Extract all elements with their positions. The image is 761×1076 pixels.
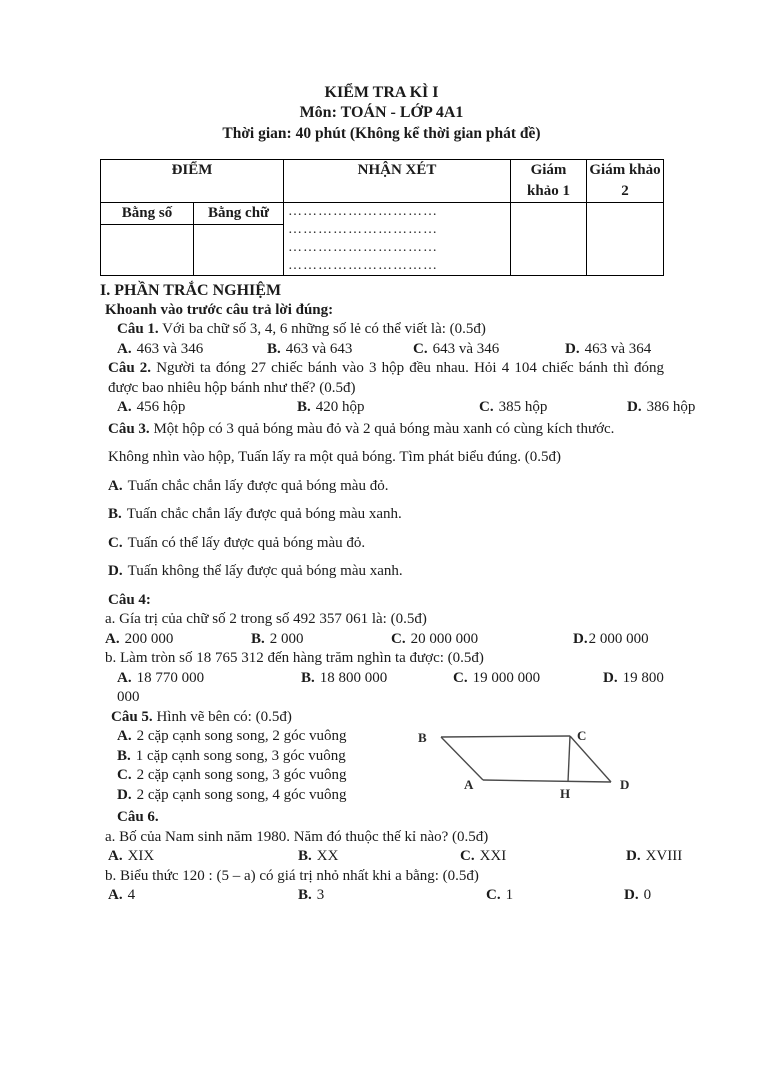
question-4b-options — [117, 669, 663, 689]
q6b-option-d: D. 0 — [624, 887, 652, 903]
question-4a-options — [105, 630, 663, 650]
question-6a-text: a. Bố của Nam sinh năm 1980. Năm đó thuộc thế kỉ nào? (0.5đ) — [105, 828, 489, 845]
exam-header — [100, 83, 663, 144]
q6a-option-b: B. XX — [298, 848, 339, 864]
dotted-line: ………………………… — [288, 240, 438, 255]
question-2-label: Câu 2. — [108, 360, 152, 376]
dotted-line: ………………………… — [288, 222, 438, 237]
q2-option-c: C. 385 hộp — [479, 399, 548, 415]
figure-label-h: H — [560, 785, 571, 801]
q1-option-a: A. 463 và 346 — [117, 340, 204, 357]
question-6b-text: b. Biểu thức 120 : (5 – a) có giá trị nhỏ nhất khi a bằng: (0.5đ) — [105, 867, 479, 884]
question-3-text2: Không nhìn vào hộp, Tuấn lấy ra một quả bóng. Tìm phát biểu đúng. (0.5đ) — [108, 449, 562, 465]
figure-line-ad — [483, 780, 611, 782]
q3-option-d: D. Tuấn không thể lấy được quả bóng màu xanh. — [108, 563, 403, 579]
q6a-option-a: A. XIX — [108, 848, 155, 864]
question-1-options — [117, 340, 663, 360]
question-1 — [117, 320, 663, 340]
figure-label-d: D — [620, 776, 630, 792]
q1-option-d: D. 463 và 364 — [565, 340, 652, 357]
q2-option-b: B. 420 hộp — [297, 399, 365, 415]
question-6a-options — [108, 847, 683, 867]
examiner2-col-header: Giám khảo 2 — [587, 160, 664, 203]
score-col-header: ĐIỂM — [101, 160, 284, 203]
q6a-option-d: D. XVIII — [626, 848, 683, 864]
question-6-label: Câu 6. — [117, 809, 159, 825]
question-2 — [108, 359, 664, 398]
figure-line-ch — [568, 736, 570, 782]
q4a-option-b: B. 2 000 — [251, 630, 304, 647]
question-5 — [111, 708, 418, 728]
score-by-number-header: Bằng số — [101, 203, 194, 225]
question-6b-options — [108, 886, 663, 906]
q2-option-d: D. 386 hộp — [627, 399, 696, 415]
quadrilateral-svg — [406, 717, 641, 802]
exam-time: Thời gian: 40 phút (Không kể thời gian phát đề) — [222, 125, 541, 142]
q6a-option-c: C. XXI — [460, 848, 507, 864]
figure-label-a: A — [464, 776, 474, 792]
q4a-option-c: C. 20 000 000 — [391, 630, 479, 647]
figure-label-b: B — [418, 729, 427, 745]
q4b-option-c: C. 19 000 000 — [453, 669, 541, 686]
q5-option-d: D. 2 cặp cạnh song song, 4 góc vuông — [117, 786, 347, 803]
q4b-option-d-overflow: 000 — [117, 689, 140, 705]
figure-line-ba — [441, 737, 483, 780]
score-table-header-row — [101, 160, 664, 203]
question-2-text: Người ta đóng 27 chiếc bánh vào 3 hộp đều nhau. Hỏi 4 104 chiếc bánh thì đóng được bao nhiêu hộp bánh như thế? (0.5đ) — [108, 360, 664, 396]
q6b-option-b: B. 3 — [298, 887, 325, 903]
q4b-option-a: A. 18 770 000 — [117, 669, 205, 686]
q1-option-b: B. 463 và 643 — [267, 340, 353, 357]
score-by-words-cell — [194, 225, 284, 276]
question-3 — [108, 420, 663, 440]
score-table-subheader-row — [101, 203, 664, 225]
q3-option-c: C. Tuấn có thể lấy được quả bóng màu đỏ. — [108, 534, 366, 551]
question-5-text: Hình vẽ bên có: (0.5đ) — [156, 708, 292, 725]
question-1-text: Với ba chữ số 3, 4, 6 những số lẻ có thể viết là: (0.5đ) — [162, 321, 486, 337]
q6b-option-a: A. 4 — [108, 887, 136, 903]
examiner1-cell — [511, 203, 587, 276]
q2-option-a: A. 456 hộp — [117, 399, 186, 415]
score-table — [100, 159, 664, 276]
dotted-line: ………………………… — [288, 204, 438, 219]
question-1-label: Câu 1. — [117, 321, 159, 337]
question-5-block — [100, 708, 663, 809]
section-heading: I. PHẦN TRẮC NGHIỆM — [100, 282, 282, 299]
question-4b-text: b. Làm tròn số 18 765 312 đến hàng trăm nghìn ta được: (0.5đ) — [105, 650, 484, 666]
q4b-option-b: B. 18 800 000 — [301, 669, 388, 686]
examiner1-col-header: Giám khảo 1 — [511, 160, 587, 203]
q5-option-b: B. 1 cặp cạnh song song, 3 góc vuông — [117, 747, 346, 764]
q5-option-a: A. 2 cặp cạnh song song, 2 góc vuông — [117, 728, 347, 744]
question-3-text: Một hộp có 3 quả bóng màu đỏ và 2 quả bóng màu xanh có cùng kích thước. — [153, 420, 615, 437]
q4b-option-d: D. 19 800 — [603, 669, 664, 686]
figure-label-c: C — [577, 727, 587, 743]
question-3-label: Câu 3. — [108, 420, 150, 437]
score-by-number-cell — [101, 225, 194, 276]
question-5-label: Câu 5. — [111, 708, 153, 725]
question-4-label: Câu 4: — [108, 591, 151, 608]
comment-cell — [284, 203, 511, 276]
quadrilateral-figure — [406, 717, 641, 809]
q3-option-a: A. Tuấn chắc chắn lấy được quả bóng màu đỏ. — [108, 477, 389, 494]
figure-line-bc — [441, 736, 570, 737]
q4a-option-a: A. 200 000 — [105, 630, 174, 647]
examiner2-cell — [587, 203, 664, 276]
exam-subject: Môn: TOÁN - LỚP 4A1 — [299, 104, 464, 121]
q6b-option-c: C. 1 — [486, 887, 514, 903]
q4a-option-d: D.2 000 000 — [573, 630, 649, 647]
dotted-line: ………………………… — [288, 258, 438, 273]
comment-col-header: NHẬN XÉT — [284, 160, 511, 203]
q1-option-c: C. 643 và 346 — [413, 340, 500, 357]
question-4a-text: a. Gía trị của chữ số 2 trong số 492 357 061 là: (0.5đ) — [105, 611, 427, 627]
question-2-options — [117, 398, 696, 418]
q5-option-c: C. 2 cặp cạnh song song, 3 góc vuông — [117, 767, 347, 783]
q3-option-b: B. Tuấn chắc chắn lấy được quả bóng màu xanh. — [108, 506, 402, 522]
section-instruction: Khoanh vào trước câu trả lời đúng: — [105, 301, 334, 318]
question-5-left — [100, 708, 418, 806]
score-by-words-header: Bằng chữ — [194, 203, 284, 225]
exam-title: KIỂM TRA KÌ I — [324, 84, 439, 101]
